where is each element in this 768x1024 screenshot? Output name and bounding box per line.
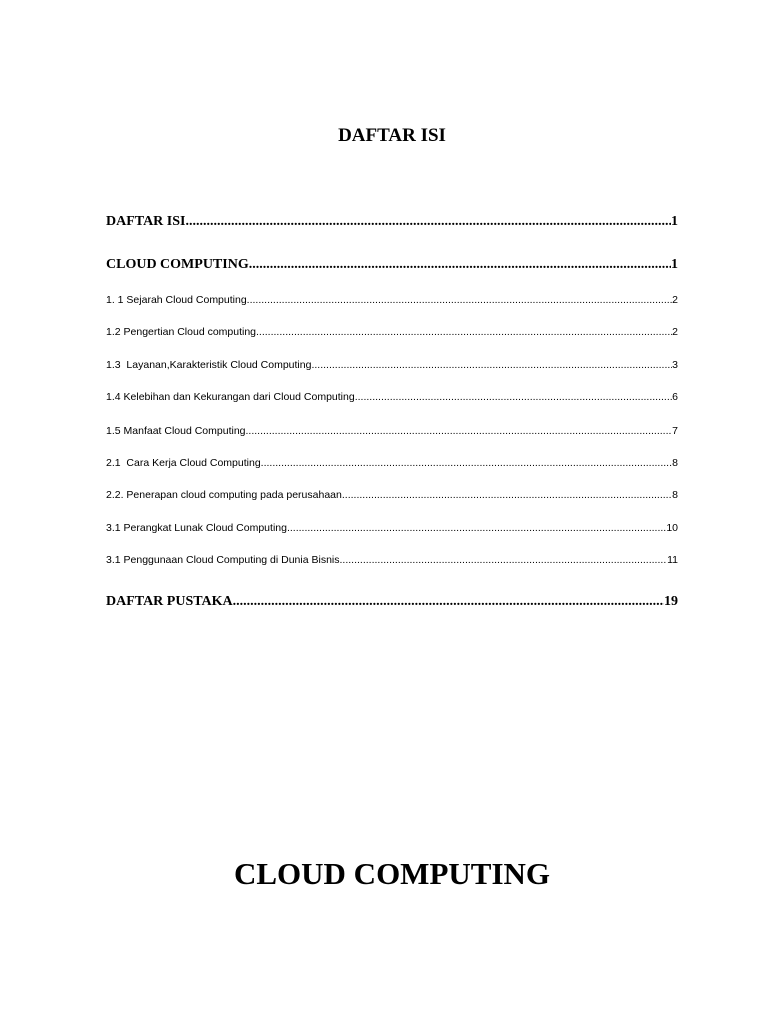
toc-entry-label: 3.1 Penggunaan Cloud Computing di Dunia Bisnis bbox=[106, 554, 340, 566]
toc-entry-kelebihan[interactable] bbox=[106, 391, 678, 403]
toc-page-number: 2 bbox=[672, 326, 678, 338]
toc-leader-dots bbox=[287, 522, 666, 534]
toc-entry-label: 1.4 Kelebihan dan Kekurangan dari Cloud Computing bbox=[106, 391, 355, 403]
toc-page-number: 8 bbox=[672, 457, 678, 469]
toc-page-number: 11 bbox=[667, 554, 678, 566]
toc-page-number: 10 bbox=[666, 522, 678, 534]
toc-leader-dots bbox=[247, 294, 672, 306]
toc-entry-label: 1. 1 Sejarah Cloud Computing bbox=[106, 294, 247, 306]
toc-leader-dots bbox=[249, 257, 671, 273]
toc-entry-cara-kerja[interactable] bbox=[106, 457, 678, 469]
toc-entry-perangkat-lunak[interactable] bbox=[106, 522, 678, 534]
toc-entry-label: 1.2 Pengertian Cloud computing bbox=[106, 326, 257, 338]
toc-entry-label: 1.5 Manfaat Cloud Computing bbox=[106, 425, 246, 437]
toc-entry-daftar-isi[interactable] bbox=[106, 214, 678, 230]
toc-entry-label: DAFTAR PUSTAKA bbox=[106, 594, 233, 609]
toc-leader-dots bbox=[185, 214, 671, 230]
toc-page-number: 8 bbox=[672, 489, 678, 501]
toc-entry-label: CLOUD COMPUTING bbox=[106, 257, 249, 272]
toc-leader-dots bbox=[233, 594, 664, 610]
toc-entry-manfaat[interactable] bbox=[106, 425, 678, 437]
toc-entry-pengertian[interactable] bbox=[106, 326, 678, 338]
toc-page-number: 1 bbox=[671, 214, 678, 229]
toc-entry-label: 1.3 Layanan,Karakteristik Cloud Computing bbox=[106, 359, 312, 371]
toc-entry-daftar-pustaka[interactable] bbox=[106, 594, 678, 610]
toc-entry-cloud-computing[interactable] bbox=[106, 257, 678, 273]
toc-page-number: 3 bbox=[672, 359, 678, 371]
toc-page-number: 1 bbox=[671, 257, 678, 272]
toc-leader-dots bbox=[355, 391, 672, 403]
toc-page-number: 2 bbox=[672, 294, 678, 306]
toc-entry-layanan[interactable] bbox=[106, 359, 678, 371]
toc-entry-sejarah[interactable] bbox=[106, 294, 678, 306]
toc-entry-penerapan[interactable] bbox=[106, 489, 678, 501]
toc-page-number: 7 bbox=[672, 425, 678, 437]
toc-page-number: 6 bbox=[672, 391, 678, 403]
toc-leader-dots bbox=[256, 326, 672, 338]
toc-leader-dots bbox=[246, 425, 673, 437]
toc-leader-dots bbox=[342, 489, 672, 501]
toc-leader-dots bbox=[311, 359, 672, 371]
chapter-title: CLOUD COMPUTING bbox=[233, 856, 551, 891]
toc-entry-label: 2.2. Penerapan cloud computing pada perusahaan bbox=[106, 489, 342, 501]
toc-entry-label: DAFTAR ISI bbox=[106, 214, 186, 229]
toc-entry-penggunaan[interactable] bbox=[106, 554, 678, 566]
toc-entry-label: 3.1 Perangkat Lunak Cloud Computing bbox=[106, 522, 287, 534]
toc-entry-label: 2.1 Cara Kerja Cloud Computing bbox=[106, 457, 261, 469]
toc-leader-dots bbox=[261, 457, 672, 469]
toc-page-number: 19 bbox=[664, 594, 678, 609]
toc-leader-dots bbox=[340, 554, 668, 566]
toc-heading: DAFTAR ISI bbox=[338, 125, 446, 146]
